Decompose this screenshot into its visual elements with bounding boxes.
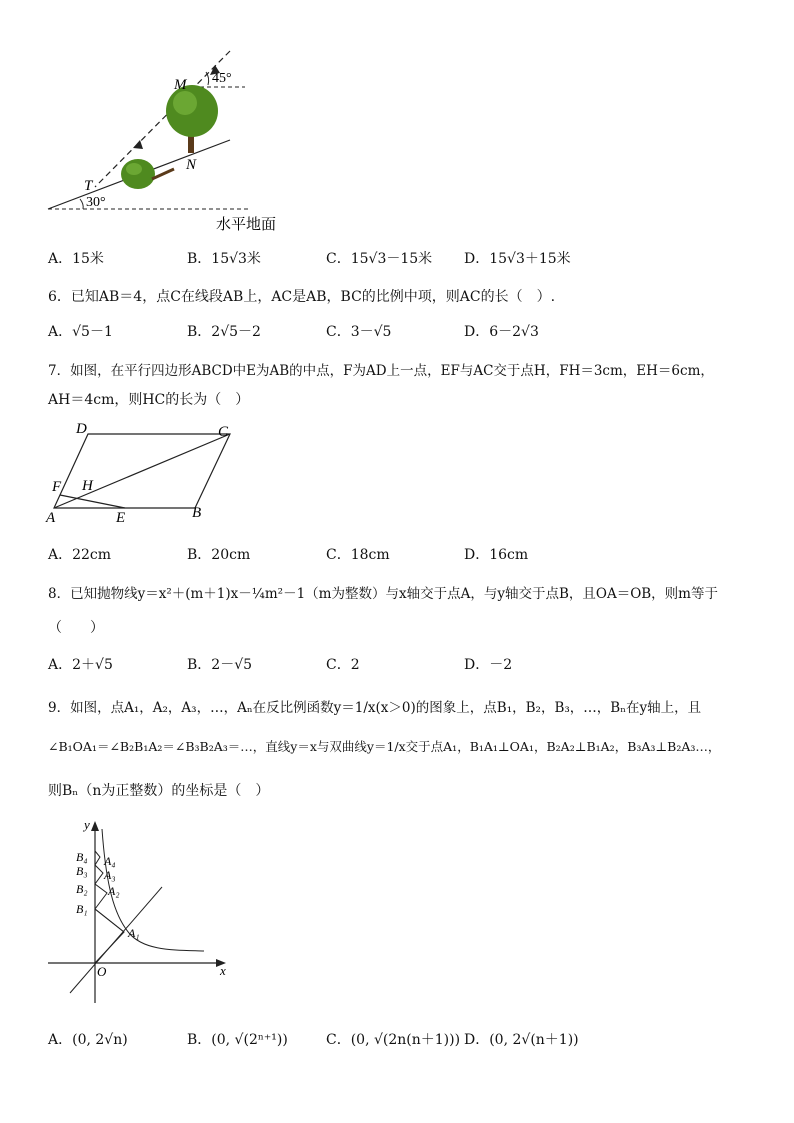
- label-N: N: [186, 157, 197, 173]
- label-A4: A₄: [104, 854, 116, 868]
- label-B4: B₄: [76, 850, 88, 864]
- y-axis-arrow: [91, 821, 99, 831]
- b1-a1: [95, 909, 124, 932]
- q7-option-a: A．22cm: [48, 547, 112, 563]
- label-O: O: [97, 964, 107, 979]
- label-B: B: [192, 505, 202, 521]
- q9-option-c: C．(0, √(2n(n＋1))): [326, 1032, 461, 1048]
- label-y: y: [84, 817, 90, 832]
- q9-line1: 9．如图，点A₁，A₂，A₃，…，Aₙ在反比例函数y＝1/x(x＞0)的图象上，点B₁，B₂，B₃，…，Bₙ在y轴上，且: [48, 700, 702, 716]
- q7-line1: 7．如图，在平行四边形ABCD中E为AB的中点，F为AD上一点，EF与AC交于点H，FH＝3cm，EH＝6cm，: [48, 363, 714, 379]
- label-C: C: [218, 424, 229, 440]
- q9-option-b: B．(0, √(2ⁿ⁺¹)): [187, 1032, 288, 1048]
- tree-crown-highlight: [173, 91, 197, 115]
- label-E: E: [116, 510, 126, 526]
- diagonal-ac: [54, 434, 230, 508]
- q6-text: 6．已知AB＝4，点C在线段AB上，AC是AB，BC的比例中项，则AC的长（ ）.: [48, 289, 556, 305]
- label-T: T: [84, 178, 93, 194]
- label-B1: B₁: [76, 902, 88, 916]
- q8-option-a: A．2＋√5: [48, 657, 113, 673]
- label-x: x: [220, 963, 226, 978]
- ray-arrow-mid: [133, 140, 143, 149]
- q6-option-a: A．√5－1: [48, 324, 113, 340]
- label-A1: A₁: [128, 926, 140, 940]
- label-H: H: [82, 478, 93, 494]
- label-M: M: [174, 77, 187, 93]
- q7-option-b: B．20cm: [187, 547, 251, 563]
- q8-option-d: D．－2: [464, 657, 513, 673]
- q5-option-a: A．15米: [48, 251, 104, 267]
- q5-option-b: B．15√3米: [187, 251, 261, 267]
- label-30: 30°: [86, 195, 106, 210]
- q8-line2: （ ）: [48, 620, 104, 636]
- label-B3: B₃: [76, 864, 88, 878]
- parallelogram-figure: [40, 418, 250, 530]
- q8-option-b: B．2－√5: [187, 657, 253, 673]
- q9-line3: 则Bₙ（n为正整数）的坐标是（ ）: [48, 783, 270, 799]
- shadow-trunk: [152, 169, 174, 179]
- label-B2: B₂: [76, 882, 88, 896]
- q8-line1: 8．已知抛物线y＝x²＋(m＋1)x－¼m²－1（m为整数）与x轴交于点A，与y轴交于点B，且OA＝OB，则m等于: [48, 586, 718, 602]
- q7-option-d: D．16cm: [464, 547, 529, 563]
- q6-option-d: D．6－2√3: [464, 324, 539, 340]
- q6-option-c: C．3－√5: [326, 324, 392, 340]
- q5-option-d: D．15√3＋15米: [464, 251, 571, 267]
- hyperbola-figure: [44, 815, 244, 1007]
- ground-label: 水平地面: [216, 217, 277, 233]
- q7-line2: AH＝4cm，则HC的长为（ ）: [48, 392, 250, 408]
- q6-option-b: B．2√5－2: [187, 324, 261, 340]
- label-A2: A₂: [108, 884, 120, 898]
- q9-line2: ∠B₁OA₁＝∠B₂B₁A₂＝∠B₃B₂A₃＝…，直线y＝x与双曲线y＝1/x交于点A₁，B₁A₁⊥OA₁，B₂A₂⊥B₁A₂，B₃A₃⊥B₂A₃…，: [48, 739, 721, 754]
- tree-shadow-highlight: [126, 163, 142, 175]
- q9-option-d: D．(0, 2√(n＋1)): [464, 1032, 579, 1048]
- label-A: A: [46, 510, 56, 526]
- label-F: F: [52, 479, 62, 495]
- q5-option-c: C．15√3－15米: [326, 251, 433, 267]
- q9-option-a: A．(0, 2√n): [48, 1032, 128, 1048]
- slope-figure: [40, 45, 300, 235]
- q8-option-c: C．2: [326, 657, 360, 673]
- angle-arc-30: [80, 199, 83, 209]
- label-D: D: [76, 421, 87, 437]
- q7-option-c: C．18cm: [326, 547, 390, 563]
- label-45: 45°: [212, 71, 232, 86]
- label-A3: A₃: [104, 868, 116, 882]
